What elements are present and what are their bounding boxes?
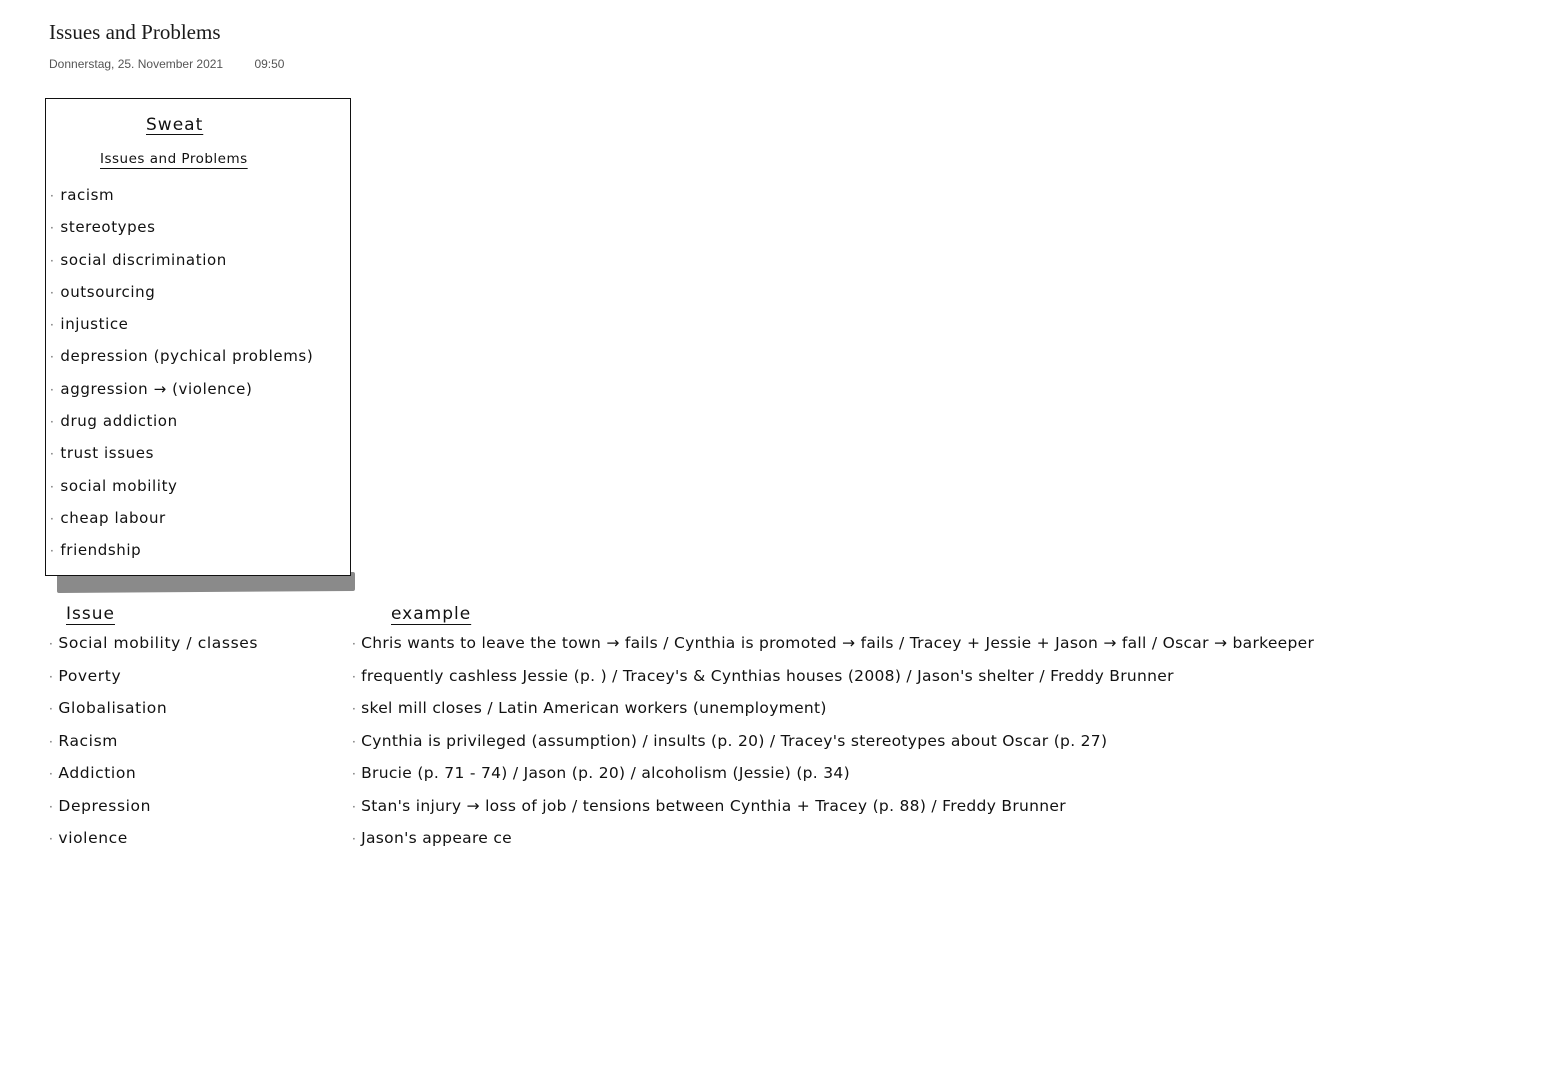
table-row [0, 825, 1542, 858]
box-title: Sweat [146, 115, 204, 135]
table-row [0, 695, 1542, 728]
table-row [0, 793, 1542, 826]
issue-cell: · Depression [49, 797, 151, 815]
table-row [0, 630, 1542, 663]
example-cell: · Cynthia is privileged (assumption) / insults (p. 20) / Tracey's stereotypes about Oscar (p. 27) [352, 732, 1107, 750]
table-row [0, 760, 1542, 793]
list-item: · stereotypes [50, 211, 313, 243]
list-item: · drug addiction [50, 405, 313, 437]
issue-cell: · Poverty [49, 667, 121, 685]
example-cell: · Stan's injury → loss of job / tensions between Cynthia + Tracey (p. 88) / Freddy Brunner [352, 797, 1066, 815]
page-meta [49, 57, 284, 71]
list-item: · aggression → (violence) [50, 373, 313, 405]
list-item: · injustice [50, 308, 313, 340]
page-date: Donnerstag, 25. November 2021 [49, 57, 224, 71]
example-cell: · Chris wants to leave the town → fails / Cynthia is promoted → fails / Tracey + Jessie + Jason → fall / Oscar → barkeeper [352, 634, 1314, 652]
issue-cell: · violence [49, 829, 128, 847]
list-item: · depression (pychical problems) [50, 340, 313, 372]
issue-cell: · Racism [49, 732, 118, 750]
sweat-issues-box [45, 98, 351, 576]
example-cell: · skel mill closes / Latin American workers (unemployment) [352, 699, 827, 717]
page-time: 09:50 [254, 57, 285, 71]
list-item: · social mobility [50, 470, 313, 502]
issues-table [0, 630, 1542, 858]
example-cell: · Brucie (p. 71 - 74) / Jason (p. 20) / alcoholism (Jessie) (p. 34) [352, 764, 850, 782]
issue-cell: · Globalisation [49, 699, 167, 717]
list-item: · cheap labour [50, 502, 313, 534]
issue-cell: · Addiction [49, 764, 136, 782]
issue-column-header: Issue [66, 604, 115, 624]
list-item: · friendship [50, 534, 313, 566]
list-item: · social discrimination [50, 244, 313, 276]
list-item: · outsourcing [50, 276, 313, 308]
table-row [0, 663, 1542, 696]
list-item: · trust issues [50, 437, 313, 469]
issues-list [50, 179, 313, 567]
example-cell: · frequently cashless Jessie (p. ) / Tracey's & Cynthias houses (2008) / Jason's shelter / Freddy Brunner [352, 667, 1174, 685]
issue-cell: · Social mobility / classes [49, 634, 258, 652]
page-title: Issues and Problems [49, 20, 221, 44]
list-item: · racism [50, 179, 313, 211]
example-column-header: example [391, 604, 472, 624]
table-row [0, 728, 1542, 761]
box-subtitle: Issues and Problems [100, 151, 248, 167]
example-cell: · Jason's appeare ce [352, 829, 512, 847]
